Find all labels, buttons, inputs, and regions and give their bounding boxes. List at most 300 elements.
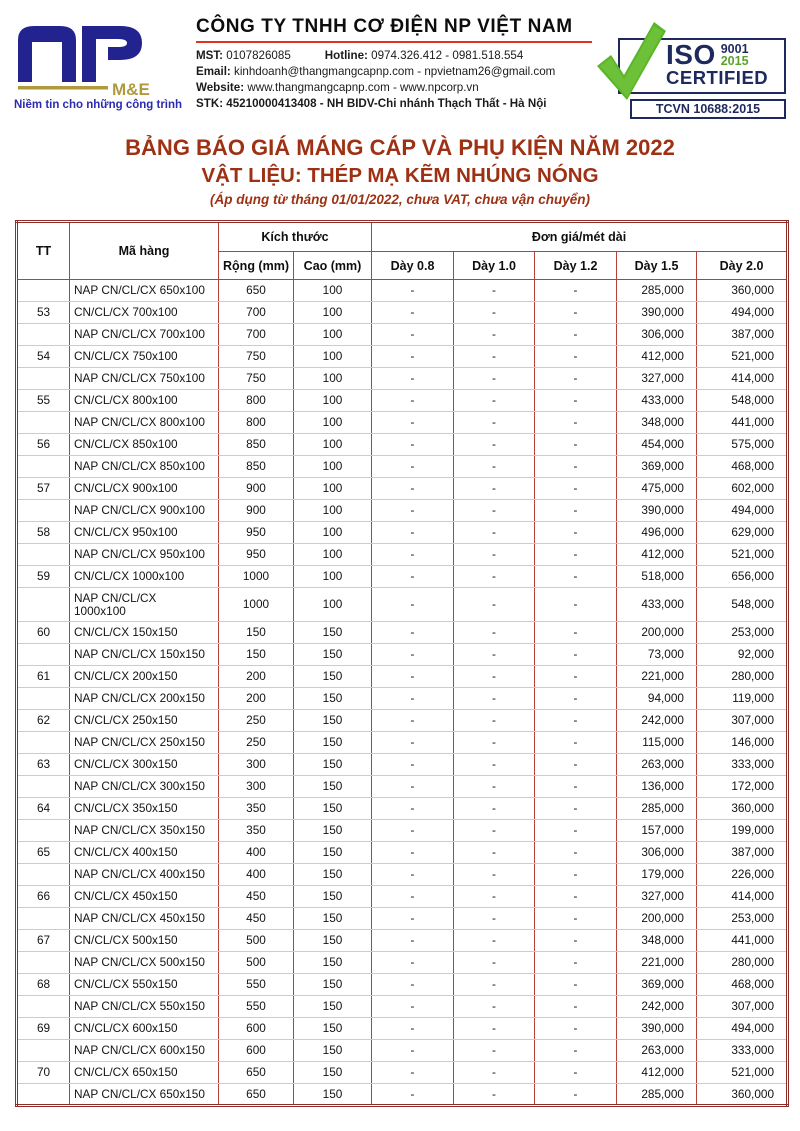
table-row	[17, 952, 788, 974]
price-day-2.0: 199,000	[697, 820, 788, 842]
table-row	[17, 842, 788, 864]
contact-lines	[196, 48, 592, 112]
price-day-0.8: -	[372, 622, 454, 644]
price-day-2.0: 360,000	[697, 798, 788, 820]
width-value: 800	[219, 412, 294, 434]
height-value: 150	[294, 1084, 372, 1106]
table-row	[17, 456, 788, 478]
row-number	[17, 412, 70, 434]
price-day-1.2: -	[535, 390, 617, 412]
table-row	[17, 588, 788, 622]
product-code: NAP CN/CL/CX 700x100	[70, 324, 219, 346]
height-value: 150	[294, 1040, 372, 1062]
price-day-2.0: 333,000	[697, 754, 788, 776]
table-row	[17, 710, 788, 732]
price-day-2.0: 414,000	[697, 886, 788, 908]
price-day-1.0: -	[454, 302, 535, 324]
width-value: 400	[219, 864, 294, 886]
width-value: 200	[219, 688, 294, 710]
row-number: 68	[17, 974, 70, 996]
row-number	[17, 908, 70, 930]
height-value: 100	[294, 522, 372, 544]
price-day-1.2: -	[535, 688, 617, 710]
width-value: 300	[219, 776, 294, 798]
height-value: 100	[294, 280, 372, 302]
price-day-2.0: 280,000	[697, 666, 788, 688]
price-table-body	[17, 280, 788, 1106]
price-day-1.5: 496,000	[617, 522, 697, 544]
height-value: 150	[294, 952, 372, 974]
product-code: NAP CN/CL/CX 900x100	[70, 500, 219, 522]
product-code: CN/CL/CX 750x100	[70, 346, 219, 368]
height-value: 150	[294, 732, 372, 754]
table-row	[17, 1040, 788, 1062]
price-day-1.0: -	[454, 622, 535, 644]
table-row	[17, 346, 788, 368]
col-header-day-1.0: Dày 1.0	[454, 252, 535, 280]
table-row	[17, 478, 788, 500]
contact-line: Website: www.thangmangcapnp.com - www.npcorp.vn	[196, 81, 479, 94]
iso-box	[618, 38, 786, 94]
price-day-2.0: 387,000	[697, 842, 788, 864]
price-day-0.8: -	[372, 864, 454, 886]
price-day-2.0: 172,000	[697, 776, 788, 798]
col-header-width: Rộng (mm)	[219, 252, 294, 280]
price-day-1.5: 94,000	[617, 688, 697, 710]
price-day-1.5: 369,000	[617, 974, 697, 996]
header-divider	[196, 41, 592, 43]
height-value: 150	[294, 864, 372, 886]
product-code: CN/CL/CX 200x150	[70, 666, 219, 688]
product-code: NAP CN/CL/CX 1000x100	[70, 588, 219, 622]
price-day-1.0: -	[454, 434, 535, 456]
row-number	[17, 368, 70, 390]
price-day-2.0: 575,000	[697, 434, 788, 456]
price-day-0.8: -	[372, 1018, 454, 1040]
price-day-0.8: -	[372, 456, 454, 478]
price-day-1.0: -	[454, 588, 535, 622]
product-code: NAP CN/CL/CX 750x100	[70, 368, 219, 390]
price-day-0.8: -	[372, 346, 454, 368]
height-value: 100	[294, 500, 372, 522]
price-day-1.0: -	[454, 500, 535, 522]
height-value: 150	[294, 996, 372, 1018]
price-day-0.8: -	[372, 280, 454, 302]
col-header-day-0.8: Dày 0.8	[372, 252, 454, 280]
price-day-0.8: -	[372, 1062, 454, 1084]
table-row	[17, 886, 788, 908]
iso-year-9001: 9001	[720, 42, 749, 56]
price-day-1.5: 242,000	[617, 996, 697, 1018]
price-day-1.2: -	[535, 280, 617, 302]
price-day-2.0: 360,000	[697, 280, 788, 302]
price-day-1.5: 390,000	[617, 302, 697, 324]
col-group-size: Kích thước	[219, 222, 372, 252]
width-value: 250	[219, 710, 294, 732]
row-number: 53	[17, 302, 70, 324]
width-value: 950	[219, 544, 294, 566]
price-day-0.8: -	[372, 974, 454, 996]
row-number: 67	[17, 930, 70, 952]
price-day-1.5: 369,000	[617, 456, 697, 478]
width-value: 400	[219, 842, 294, 864]
table-row	[17, 732, 788, 754]
price-day-1.0: -	[454, 688, 535, 710]
price-day-1.0: -	[454, 886, 535, 908]
price-day-1.2: -	[535, 886, 617, 908]
price-day-1.5: 242,000	[617, 710, 697, 732]
product-code: NAP CN/CL/CX 650x150	[70, 1084, 219, 1106]
price-day-1.5: 348,000	[617, 930, 697, 952]
price-day-1.0: -	[454, 666, 535, 688]
price-day-0.8: -	[372, 566, 454, 588]
price-day-0.8: -	[372, 544, 454, 566]
price-day-0.8: -	[372, 302, 454, 324]
price-day-1.5: 433,000	[617, 390, 697, 412]
table-row	[17, 930, 788, 952]
price-day-1.5: 179,000	[617, 864, 697, 886]
price-day-1.2: -	[535, 974, 617, 996]
price-day-2.0: 414,000	[697, 368, 788, 390]
width-value: 550	[219, 996, 294, 1018]
price-day-1.2: -	[535, 864, 617, 886]
price-day-1.0: -	[454, 776, 535, 798]
price-day-1.2: -	[535, 710, 617, 732]
table-row	[17, 412, 788, 434]
price-day-1.5: 200,000	[617, 622, 697, 644]
product-code: CN/CL/CX 850x100	[70, 434, 219, 456]
price-day-1.2: -	[535, 522, 617, 544]
price-day-2.0: 119,000	[697, 688, 788, 710]
price-day-0.8: -	[372, 478, 454, 500]
price-day-1.2: -	[535, 952, 617, 974]
price-day-1.5: 115,000	[617, 732, 697, 754]
product-code: NAP CN/CL/CX 300x150	[70, 776, 219, 798]
table-row	[17, 500, 788, 522]
table-row	[17, 688, 788, 710]
price-day-0.8: -	[372, 324, 454, 346]
height-value: 100	[294, 302, 372, 324]
price-day-1.2: -	[535, 776, 617, 798]
price-day-0.8: -	[372, 996, 454, 1018]
height-value: 100	[294, 544, 372, 566]
width-value: 600	[219, 1040, 294, 1062]
price-day-1.5: 327,000	[617, 886, 697, 908]
iso-text	[666, 41, 781, 88]
product-code: NAP CN/CL/CX 200x150	[70, 688, 219, 710]
price-day-0.8: -	[372, 522, 454, 544]
width-value: 650	[219, 1062, 294, 1084]
logo-gold-line	[18, 86, 108, 90]
price-day-2.0: 494,000	[697, 1018, 788, 1040]
price-day-2.0: 548,000	[697, 588, 788, 622]
price-day-1.5: 263,000	[617, 754, 697, 776]
height-value: 150	[294, 842, 372, 864]
width-value: 150	[219, 622, 294, 644]
price-day-1.5: 412,000	[617, 1062, 697, 1084]
height-value: 150	[294, 798, 372, 820]
price-day-0.8: -	[372, 688, 454, 710]
row-number	[17, 280, 70, 302]
price-day-1.0: -	[454, 930, 535, 952]
price-day-1.0: -	[454, 1062, 535, 1084]
height-value: 100	[294, 434, 372, 456]
price-day-1.0: -	[454, 996, 535, 1018]
row-number	[17, 588, 70, 622]
product-code: CN/CL/CX 350x150	[70, 798, 219, 820]
price-day-2.0: 307,000	[697, 710, 788, 732]
price-day-2.0: 548,000	[697, 390, 788, 412]
width-value: 250	[219, 732, 294, 754]
height-value: 100	[294, 368, 372, 390]
price-day-1.2: -	[535, 368, 617, 390]
product-code: NAP CN/CL/CX 800x100	[70, 412, 219, 434]
price-day-0.8: -	[372, 754, 454, 776]
company-info	[186, 14, 596, 119]
row-number	[17, 996, 70, 1018]
table-row	[17, 996, 788, 1018]
row-number: 63	[17, 754, 70, 776]
price-day-1.5: 327,000	[617, 368, 697, 390]
price-day-0.8: -	[372, 412, 454, 434]
price-day-1.0: -	[454, 732, 535, 754]
price-day-1.5: 390,000	[617, 1018, 697, 1040]
width-value: 300	[219, 754, 294, 776]
price-day-1.2: -	[535, 732, 617, 754]
width-value: 500	[219, 930, 294, 952]
width-value: 150	[219, 644, 294, 666]
col-header-day-1.2: Dày 1.2	[535, 252, 617, 280]
product-code: CN/CL/CX 950x100	[70, 522, 219, 544]
height-value: 150	[294, 820, 372, 842]
logo-tagline: Niềm tin cho những công trình	[14, 99, 183, 111]
width-value: 750	[219, 346, 294, 368]
row-number: 64	[17, 798, 70, 820]
price-day-0.8: -	[372, 930, 454, 952]
table-row	[17, 368, 788, 390]
price-day-1.2: -	[535, 996, 617, 1018]
height-value: 150	[294, 908, 372, 930]
width-value: 200	[219, 666, 294, 688]
price-day-1.0: -	[454, 456, 535, 478]
price-day-1.2: -	[535, 500, 617, 522]
price-day-0.8: -	[372, 776, 454, 798]
table-row	[17, 666, 788, 688]
row-number: 70	[17, 1062, 70, 1084]
price-day-0.8: -	[372, 732, 454, 754]
row-number: 60	[17, 622, 70, 644]
price-day-1.5: 200,000	[617, 908, 697, 930]
title-block	[0, 135, 800, 207]
product-code: CN/CL/CX 1000x100	[70, 566, 219, 588]
price-day-1.0: -	[454, 952, 535, 974]
row-number: 65	[17, 842, 70, 864]
price-day-1.0: -	[454, 798, 535, 820]
height-value: 150	[294, 644, 372, 666]
width-value: 850	[219, 434, 294, 456]
row-number: 69	[17, 1018, 70, 1040]
product-code: NAP CN/CL/CX 150x150	[70, 644, 219, 666]
price-day-0.8: -	[372, 368, 454, 390]
height-value: 150	[294, 666, 372, 688]
price-day-1.5: 433,000	[617, 588, 697, 622]
price-day-0.8: -	[372, 798, 454, 820]
product-code: CN/CL/CX 800x100	[70, 390, 219, 412]
price-day-0.8: -	[372, 666, 454, 688]
iso-year-2015: 2015	[720, 54, 749, 68]
contact-line: STK: 45210000413408 - NH BIDV-Chi nhánh Thạch Thất - Hà Nội	[196, 97, 547, 110]
price-day-1.5: 285,000	[617, 798, 697, 820]
table-row	[17, 1084, 788, 1106]
price-day-1.2: -	[535, 930, 617, 952]
np-logo	[14, 14, 186, 119]
product-code: CN/CL/CX 600x150	[70, 1018, 219, 1040]
height-value: 100	[294, 478, 372, 500]
price-day-1.0: -	[454, 280, 535, 302]
price-day-1.5: 306,000	[617, 324, 697, 346]
price-day-1.5: 136,000	[617, 776, 697, 798]
height-value: 100	[294, 412, 372, 434]
price-day-2.0: 146,000	[697, 732, 788, 754]
price-day-0.8: -	[372, 952, 454, 974]
price-day-1.5: 475,000	[617, 478, 697, 500]
product-code: NAP CN/CL/CX 600x150	[70, 1040, 219, 1062]
price-day-1.0: -	[454, 566, 535, 588]
price-day-1.0: -	[454, 1040, 535, 1062]
row-number: 58	[17, 522, 70, 544]
row-number: 66	[17, 886, 70, 908]
price-day-1.0: -	[454, 324, 535, 346]
product-code: NAP CN/CL/CX 650x100	[70, 280, 219, 302]
col-header-tt: TT	[17, 222, 70, 280]
product-code: NAP CN/CL/CX 400x150	[70, 864, 219, 886]
height-value: 100	[294, 390, 372, 412]
row-number: 61	[17, 666, 70, 688]
price-day-1.2: -	[535, 456, 617, 478]
height-value: 100	[294, 346, 372, 368]
row-number	[17, 324, 70, 346]
row-number	[17, 776, 70, 798]
price-day-2.0: 468,000	[697, 456, 788, 478]
width-value: 600	[219, 1018, 294, 1040]
price-day-1.2: -	[535, 412, 617, 434]
price-day-1.5: 412,000	[617, 544, 697, 566]
table-row	[17, 820, 788, 842]
price-day-1.0: -	[454, 842, 535, 864]
price-day-1.5: 412,000	[617, 346, 697, 368]
width-value: 900	[219, 478, 294, 500]
price-day-1.0: -	[454, 754, 535, 776]
price-day-1.2: -	[535, 754, 617, 776]
width-value: 450	[219, 908, 294, 930]
height-value: 150	[294, 688, 372, 710]
row-number	[17, 952, 70, 974]
price-day-0.8: -	[372, 842, 454, 864]
row-number	[17, 1040, 70, 1062]
price-day-1.5: 263,000	[617, 1040, 697, 1062]
price-day-2.0: 521,000	[697, 544, 788, 566]
price-day-2.0: 494,000	[697, 302, 788, 324]
price-day-2.0: 307,000	[697, 996, 788, 1018]
price-day-2.0: 226,000	[697, 864, 788, 886]
price-day-1.0: -	[454, 644, 535, 666]
width-value: 550	[219, 974, 294, 996]
product-code: CN/CL/CX 550x150	[70, 974, 219, 996]
product-code: NAP CN/CL/CX 950x100	[70, 544, 219, 566]
height-value: 100	[294, 324, 372, 346]
price-day-0.8: -	[372, 588, 454, 622]
price-table-wrap	[15, 220, 786, 1107]
product-code: NAP CN/CL/CX 350x150	[70, 820, 219, 842]
table-row	[17, 280, 788, 302]
price-day-1.5: 73,000	[617, 644, 697, 666]
product-code: CN/CL/CX 650x150	[70, 1062, 219, 1084]
price-day-2.0: 360,000	[697, 1084, 788, 1106]
price-day-2.0: 629,000	[697, 522, 788, 544]
price-day-2.0: 521,000	[697, 346, 788, 368]
price-day-1.5: 518,000	[617, 566, 697, 588]
price-day-2.0: 333,000	[697, 1040, 788, 1062]
price-day-1.2: -	[535, 644, 617, 666]
price-day-0.8: -	[372, 1084, 454, 1106]
price-day-1.5: 285,000	[617, 1084, 697, 1106]
price-day-1.0: -	[454, 974, 535, 996]
row-number	[17, 456, 70, 478]
table-row	[17, 776, 788, 798]
height-value: 150	[294, 930, 372, 952]
price-day-1.5: 306,000	[617, 842, 697, 864]
width-value: 350	[219, 798, 294, 820]
product-code: CN/CL/CX 150x150	[70, 622, 219, 644]
price-day-1.2: -	[535, 324, 617, 346]
price-day-2.0: 441,000	[697, 412, 788, 434]
price-day-2.0: 521,000	[697, 1062, 788, 1084]
contact-line: MST: 0107826085 Hotline: 0974.326.412 - 0981.518.554	[196, 49, 524, 62]
width-value: 350	[219, 820, 294, 842]
table-row	[17, 302, 788, 324]
np-logo-mark	[14, 20, 164, 96]
iso-badge	[596, 14, 792, 119]
price-day-1.0: -	[454, 346, 535, 368]
height-value: 100	[294, 566, 372, 588]
price-day-1.5: 390,000	[617, 500, 697, 522]
table-row	[17, 390, 788, 412]
price-day-1.2: -	[535, 302, 617, 324]
price-day-1.0: -	[454, 390, 535, 412]
price-day-1.2: -	[535, 666, 617, 688]
product-code: NAP CN/CL/CX 450x150	[70, 908, 219, 930]
price-day-2.0: 253,000	[697, 622, 788, 644]
price-day-0.8: -	[372, 886, 454, 908]
price-day-0.8: -	[372, 908, 454, 930]
product-code: CN/CL/CX 300x150	[70, 754, 219, 776]
document-header	[0, 0, 800, 119]
height-value: 150	[294, 886, 372, 908]
logo-sub-label: M&E	[112, 80, 150, 96]
table-row	[17, 864, 788, 886]
row-number: 56	[17, 434, 70, 456]
price-day-0.8: -	[372, 434, 454, 456]
price-day-1.2: -	[535, 622, 617, 644]
price-day-1.0: -	[454, 368, 535, 390]
price-day-1.2: -	[535, 588, 617, 622]
table-row	[17, 566, 788, 588]
width-value: 1000	[219, 566, 294, 588]
table-row	[17, 1062, 788, 1084]
width-value: 850	[219, 456, 294, 478]
price-day-1.2: -	[535, 346, 617, 368]
contact-line: Email: kinhdoanh@thangmangcapnp.com - npvietnam26@gmail.com	[196, 65, 556, 78]
